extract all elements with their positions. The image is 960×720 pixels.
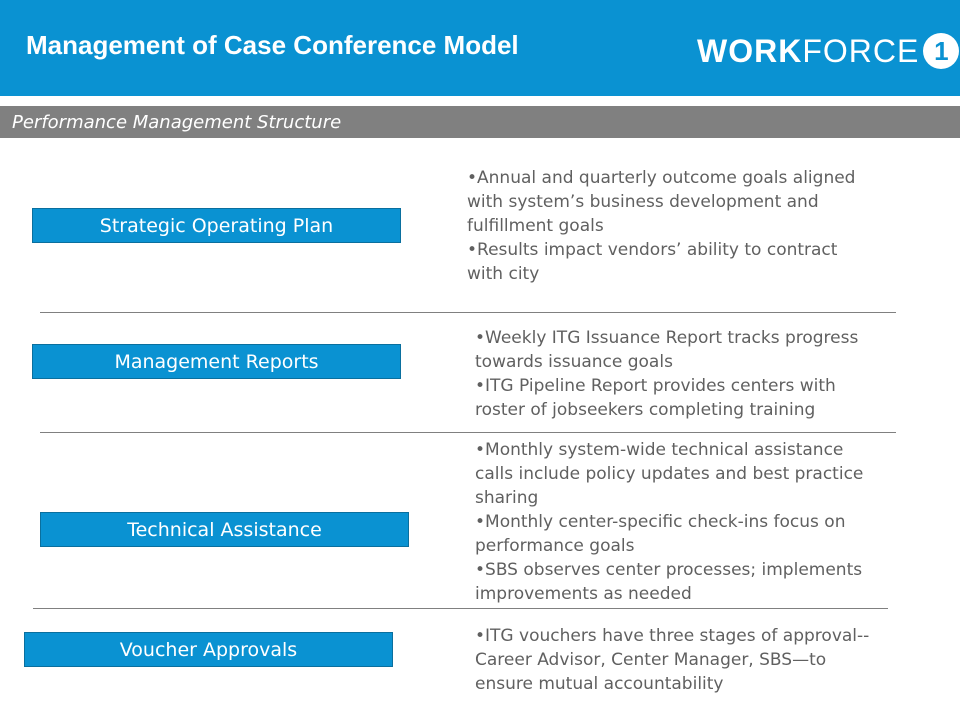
- description-line: •ITG vouchers have three stages of approval--: [475, 626, 870, 646]
- workforce1-logo: [697, 30, 959, 72]
- description-line: •Weekly ITG Issuance Report tracks progress: [475, 328, 859, 348]
- logo-one-badge: 1: [923, 33, 959, 69]
- section-divider: [40, 312, 896, 313]
- description-line: •SBS observes center processes; implements: [475, 560, 863, 580]
- section-description-voucher-approvals: [475, 624, 869, 696]
- description-line: calls include policy updates and best practice: [475, 464, 864, 484]
- description-line: •Annual and quarterly outcome goals aligned: [467, 168, 856, 188]
- description-line: ensure mutual accountability: [475, 674, 724, 694]
- section-label-technical-assistance: Technical Assistance: [40, 512, 409, 547]
- section-description-management-reports: [475, 326, 858, 422]
- description-line: improvements as needed: [475, 584, 692, 604]
- page-title: Management of Case Conference Model: [26, 30, 519, 60]
- section-description-technical-assistance: [475, 438, 863, 606]
- description-line: •Monthly center-specific check-ins focus on: [475, 512, 846, 532]
- description-line: performance goals: [475, 536, 635, 556]
- subheader-title: Performance Management Structure: [12, 112, 342, 133]
- description-line: roster of jobseekers completing training: [475, 400, 816, 420]
- description-line: •ITG Pipeline Report provides centers with: [475, 376, 836, 396]
- description-line: towards issuance goals: [475, 352, 673, 372]
- header-bar: [0, 0, 960, 96]
- description-line: with city: [467, 264, 540, 284]
- section-label-strategic-operating-plan: Strategic Operating Plan: [32, 208, 401, 243]
- section-divider: [33, 608, 888, 609]
- subheader-bar: [0, 106, 960, 138]
- description-line: •Monthly system-wide technical assistance: [475, 440, 844, 460]
- logo-force-text: FORCE: [802, 32, 920, 69]
- section-label-management-reports: Management Reports: [32, 344, 401, 379]
- description-line: fulfillment goals: [467, 216, 604, 236]
- description-line: Career Advisor, Center Manager, SBS—to: [475, 650, 827, 670]
- section-description-strategic-operating-plan: [467, 166, 855, 286]
- description-line: sharing: [475, 488, 539, 508]
- description-line: •Results impact vendors’ ability to contract: [467, 240, 838, 260]
- section-label-voucher-approvals: Voucher Approvals: [24, 632, 393, 667]
- logo-work-text: WORK: [697, 32, 803, 69]
- description-line: with system’s business development and: [467, 192, 819, 212]
- section-divider: [40, 432, 896, 433]
